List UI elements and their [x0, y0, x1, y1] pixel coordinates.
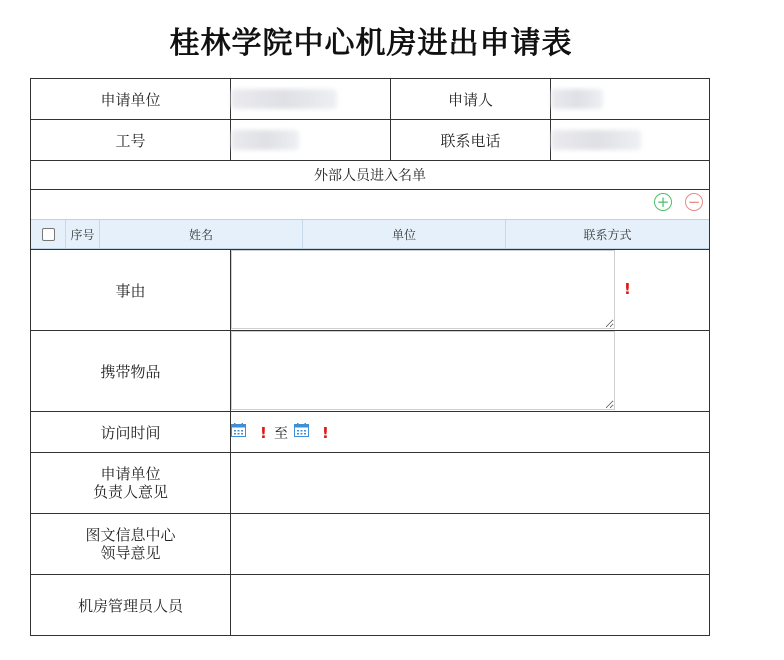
select-all-cell[interactable]: [31, 220, 65, 248]
column-header-unit: 单位: [391, 227, 416, 242]
unit-head-opinion-row: [30, 452, 710, 513]
applicant-unit-value[interactable]: [231, 79, 390, 119]
form-title: 桂林学院中心机房进出申请表: [169, 26, 573, 61]
application-form: [30, 78, 710, 635]
room-admin-row: [30, 574, 710, 636]
center-leader-opinion-label: [31, 514, 230, 574]
redacted-value: [551, 130, 641, 150]
required-indicator: !: [322, 424, 329, 442]
external-table-header: [31, 219, 709, 249]
visit-time-label: 访问时间: [100, 423, 161, 442]
label-line: 图文信息中心: [85, 526, 176, 544]
add-row-icon[interactable]: +: [654, 193, 672, 211]
external-section-title: 外部人员进入名单: [314, 168, 426, 184]
room-admin-value[interactable]: [231, 575, 709, 635]
center-leader-opinion-row: [30, 513, 710, 574]
unit-head-opinion-label: [31, 453, 230, 513]
visit-time-row: [30, 411, 710, 452]
center-leader-opinion-value[interactable]: [231, 514, 709, 574]
calendar-icon[interactable]: [294, 423, 309, 437]
checkbox-icon[interactable]: [42, 228, 55, 241]
column-header-name: 姓名: [188, 227, 213, 242]
applicant-label: 申请人: [447, 90, 493, 109]
job-number-value[interactable]: [231, 120, 390, 160]
reason-label: 事由: [115, 281, 146, 300]
label-line: 申请单位: [100, 465, 161, 483]
reason-textarea[interactable]: [231, 250, 615, 329]
redacted-value: [231, 89, 337, 109]
label-line: 领导意见: [100, 544, 161, 562]
job-phone-row: [30, 119, 710, 160]
calendar-icon[interactable]: [231, 423, 246, 437]
items-textarea[interactable]: [231, 331, 615, 410]
room-admin-label: 机房管理员人员: [77, 596, 183, 615]
column-header-index: 序号: [70, 227, 95, 242]
label-line: 负责人意见: [92, 483, 168, 501]
phone-label: 联系电话: [440, 131, 501, 150]
applicant-value[interactable]: [551, 79, 709, 119]
items-row: [30, 330, 710, 411]
phone-value[interactable]: [551, 120, 709, 160]
external-section-title-row: [30, 160, 710, 189]
column-header-contact: 联系方式: [583, 227, 632, 242]
applicant-unit-label: 申请单位: [100, 90, 161, 109]
external-personnel-grid: [30, 189, 710, 249]
applicant-row: [30, 78, 710, 119]
remove-row-icon[interactable]: −: [685, 193, 703, 211]
required-indicator: !: [260, 424, 267, 442]
redacted-value: [551, 89, 603, 109]
required-indicator: !: [624, 280, 631, 298]
reason-row: [30, 249, 710, 330]
job-number-label: 工号: [115, 131, 146, 150]
items-label: 携带物品: [100, 362, 161, 381]
unit-head-opinion-value[interactable]: [231, 453, 709, 513]
visit-time-to-label: 至: [274, 426, 288, 442]
redacted-value: [231, 130, 299, 150]
